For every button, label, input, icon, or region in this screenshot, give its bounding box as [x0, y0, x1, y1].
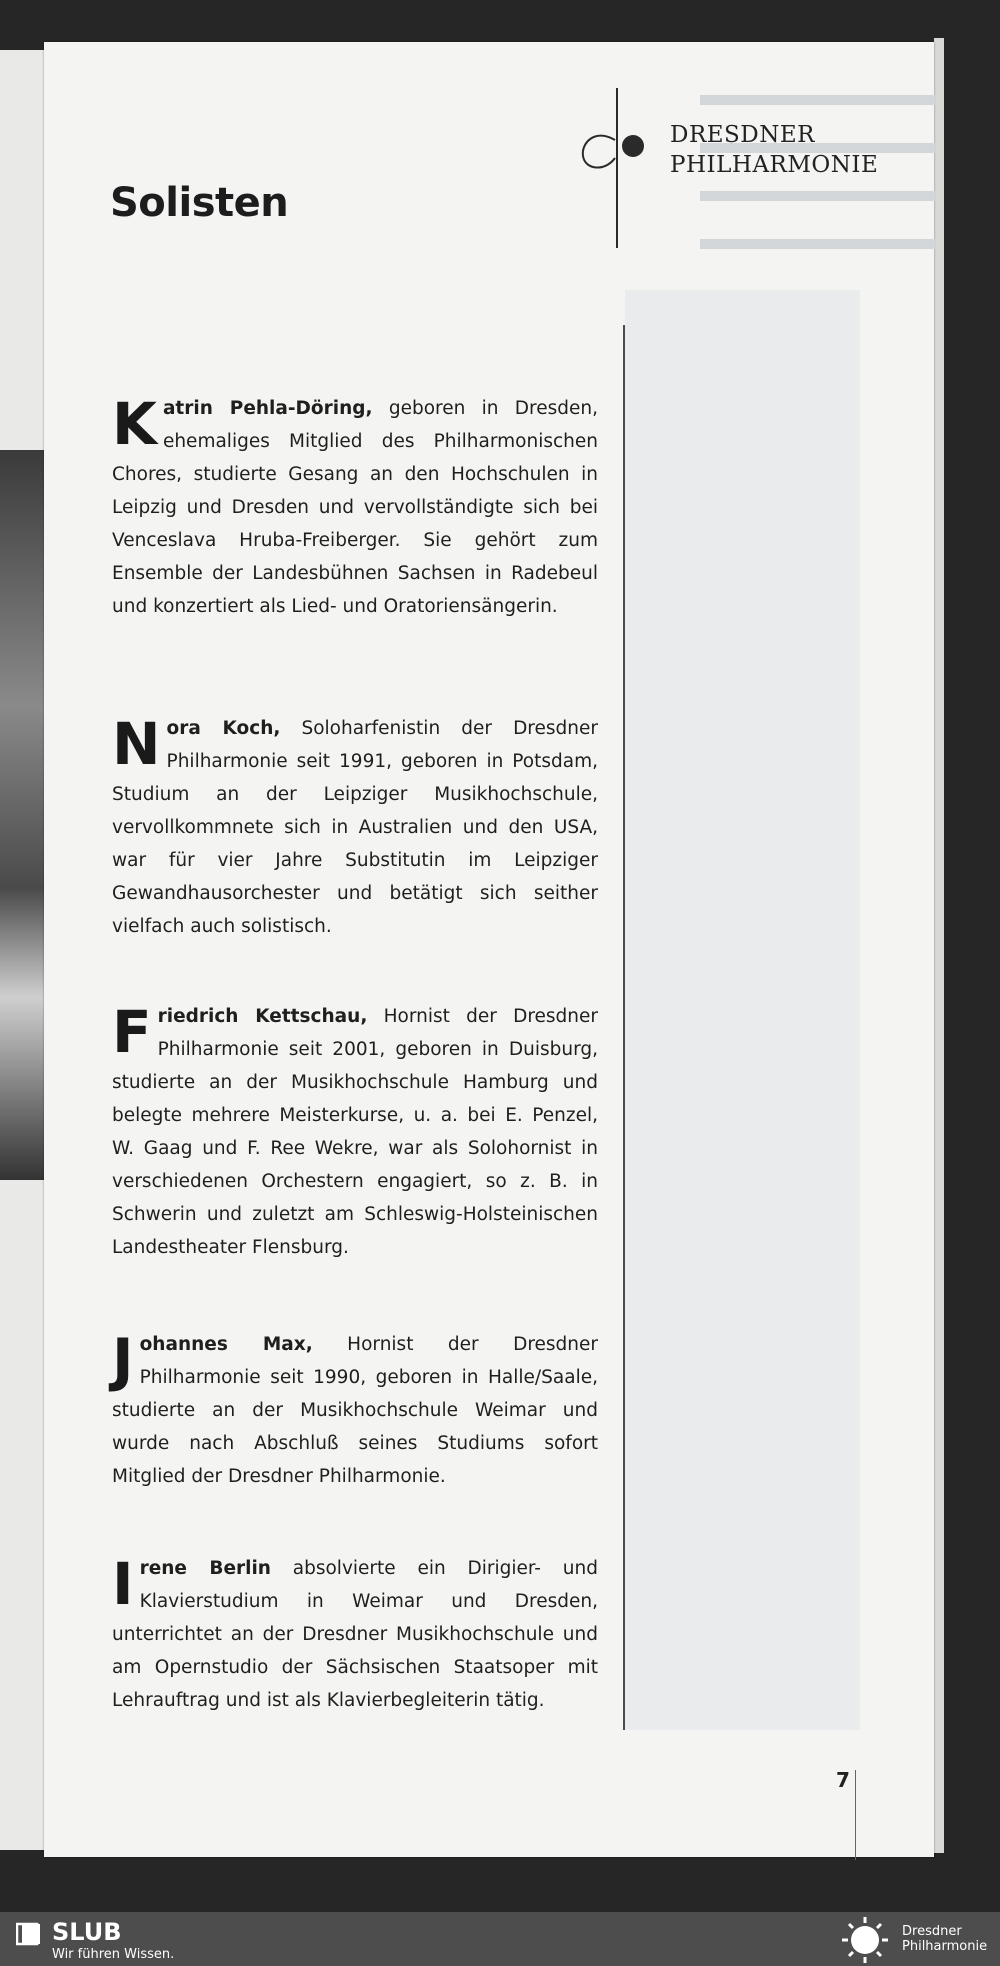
bio-name: ora Koch, [166, 718, 281, 739]
column-divider [623, 325, 625, 1730]
previous-page-edge [0, 50, 44, 1850]
bio-name: atrin Pehla-Döring, [162, 398, 373, 419]
drop-cap: N [112, 710, 161, 778]
drop-cap: F [112, 998, 152, 1066]
bio-text: geboren in Dresden, ehemaliges Mitglied des Philharmonischen Chores, studierte Gesang an den Hochschulen in Leipzig und Dresden und vervollständigte sich bei Venceslava Hruba-Freiberger. Sie gehört zum Ensemble der Landesbühnen Sachsen in Radebeul und konzertiert als Lied- und Oratoriensängerin. [112, 398, 598, 617]
logo-wordmark [670, 120, 878, 180]
bio-koch [112, 712, 598, 943]
logo-line-2: PHILHARMONIE [670, 152, 879, 178]
drop-cap: J [112, 1326, 134, 1394]
bio-text: Soloharfenistin der Dresdner Philharmonie seit 1991, geboren in Potsdam, Studium an der Leipziger Musikhochschule, vervollkommnete sich in Australien und den USA, war für vier Jahre Substitutin im Leipziger Gewandhausorchester und betätigt sich seither vielfach auch solistisch. [112, 718, 598, 937]
viewer-footer-bar [0, 1912, 1000, 1966]
bio-berlin [112, 1552, 598, 1717]
sunburst-logo-icon [840, 1915, 890, 1965]
slub-tagline: Wir führen Wissen. [52, 1947, 175, 1962]
bio-text: Hornist der Dresdner Philharmonie seit 1990, geboren in Halle/Saale, studierte an der Musikhochschule Weimar und wurde nach Abschluß seines Studiums sofort Mitglied der Dresdner Philharmonie. [112, 1334, 599, 1487]
logo-line-1: DRESDNER [670, 122, 815, 148]
brand-line-1: Dresdner [902, 1924, 962, 1939]
bio-name: ohannes Max, [139, 1334, 313, 1355]
previous-page-photo [0, 450, 44, 1180]
show-through-panel [625, 290, 860, 1730]
bio-name: rene Berlin [139, 1558, 271, 1579]
bio-text: Hornist der Dresdner Philharmonie seit 2001, geboren in Duisburg, studierte an der Musikhochschule Hamburg und belegte mehrere Meisterkurse, u. a. bei E. Penzel, W. Gaag und F. Ree Wekre, war als Solohornist in verschiedenen Orchestern engagiert, so z. B. in Schwerin und zuletzt am Schleswig-Holsteinischen Landestheater Flensburg. [112, 1006, 598, 1258]
bio-name: riedrich Kettschau, [157, 1006, 368, 1027]
dresdner-philharmonie-brand[interactable] [902, 1924, 987, 1954]
bio-kettschau [112, 1000, 598, 1264]
brand-line-2: Philharmonie [902, 1939, 988, 1954]
page-number: 7 [836, 1768, 850, 1792]
bio-max [112, 1328, 598, 1493]
bio-text: absolvierte ein Dirigier- und Klavierstudium in Weimar und Dresden, unterrichtet an der Dresdner Musikhochschule und am Opernstudio der Sächsischen Staatsoper mit Lehrauftrag und ist als Klavierbegleiterin tätig. [112, 1558, 598, 1711]
next-page-edge [934, 38, 944, 1853]
footer-rule [855, 1770, 856, 1860]
page-title: Solisten [110, 180, 289, 226]
drop-cap: I [112, 1550, 134, 1618]
slub-brand[interactable]: SLUB [52, 1918, 122, 1946]
bio-pehla-doering [112, 392, 598, 623]
drop-cap: K [112, 390, 157, 458]
book-icon [16, 1922, 42, 1946]
